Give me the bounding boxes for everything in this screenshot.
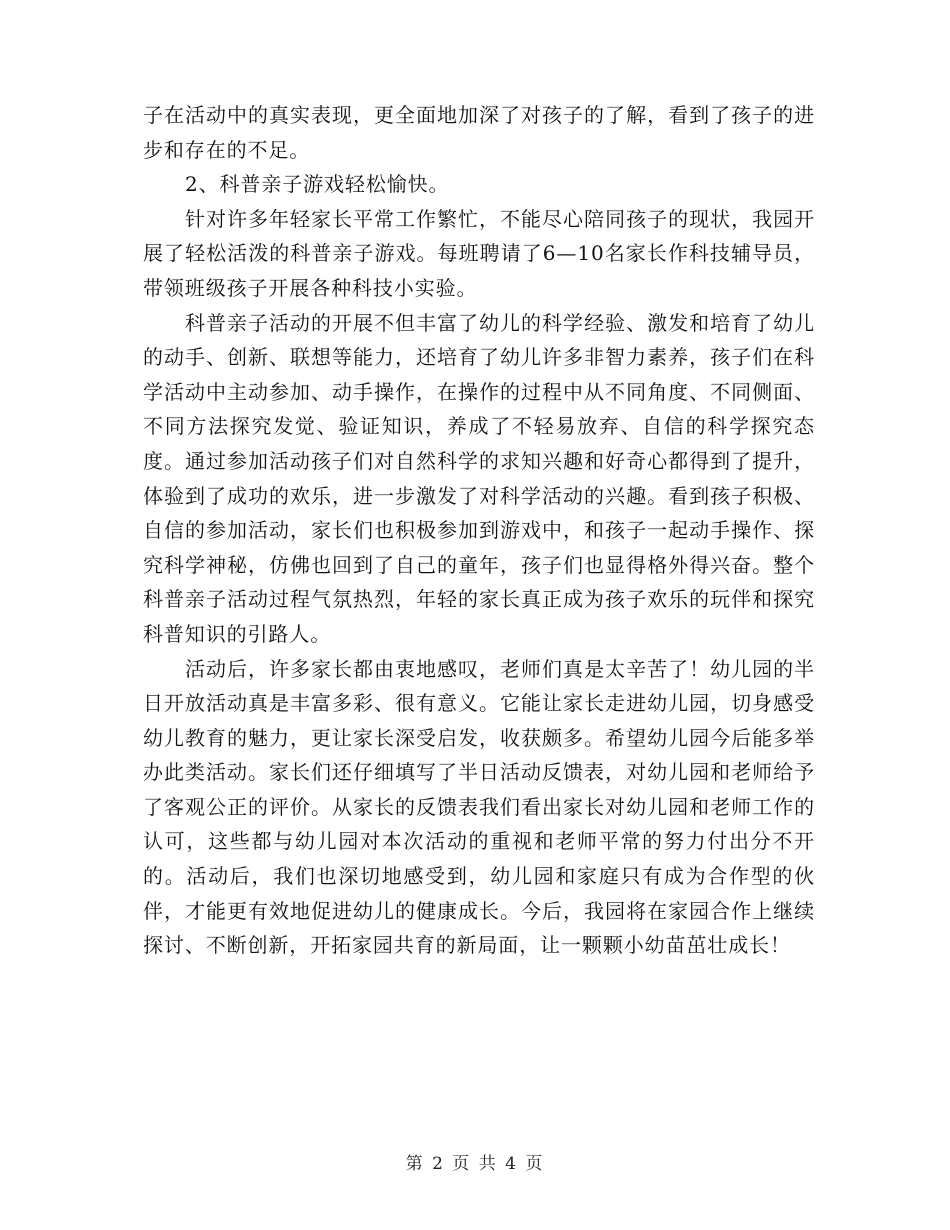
paragraph: 科普亲子活动的开展不但丰富了幼儿的科学经验、激发和培育了幼儿的动手、创新、联想等能力，还培育了幼儿许多非智力素养，孩子们在科学活动中主动参加、动手操作，在操作的过程中从不同角度、不同侧面、不同方法探究发觉、验证知识，养成了不轻易放弃、自信的科学探究态度。通过参加活动孩子们对自然科学的求知兴趣和好奇心都得到了提升，体验到了成功的欢乐，进一步激发了对科学活动的兴趣。看到孩子积极、自信的参加活动，家长们也积极参加到游戏中，和孩子一起动手操作、探究科学神秘，仿佛也回到了自己的童年，孩子们也显得格外得兴奋。整个科普亲子活动过程气氛热烈，年轻的家长真正成为孩子欢乐的玩伴和探究科普知识的引路人。 xyxy=(143,310,815,646)
paragraph-continuation: 子在活动中的真实表现，更全面地加深了对孩子的了解，看到了孩子的进步和存在的不足。 xyxy=(143,103,815,162)
document-body xyxy=(143,98,815,963)
page-number-footer: 第 2 页 共 4 页 xyxy=(405,1154,545,1174)
paragraph: 针对许多年轻家长平常工作繁忙，不能尽心陪同孩子的现状，我园开展了轻松活泼的科普亲子游戏。每班聘请了6—10名家长作科技辅导员，带领班级孩子开展各种科技小实验。 xyxy=(143,206,815,300)
paragraph-section-heading: 2、科普亲子游戏轻松愉快。 xyxy=(185,172,450,197)
paragraph: 活动后，许多家长都由衷地感叹，老师们真是太辛苦了！幼儿园的半日开放活动真是丰富多彩、很有意义。它能让家长走进幼儿园，切身感受幼儿教育的魅力，更让家长深受启发，收获颇多。希望幼儿园今后能多举办此类活动。家长们还仔细填写了半日活动反馈表，对幼儿园和老师给予了客观公正的评价。从家长的反馈表我们看出家长对幼儿园和老师工作的认可，这些都与幼儿园对本次活动的重视和老师平常的努力付出分不开的。活动后，我们也深切地感受到，幼儿园和家庭只有成为合作型的伙伴，才能更有效地促进幼儿的健康成长。今后，我园将在家园合作上继续探讨、不断创新，开拓家园共育的新局面，让一颗颗小幼苗茁壮成长！ xyxy=(143,656,815,958)
